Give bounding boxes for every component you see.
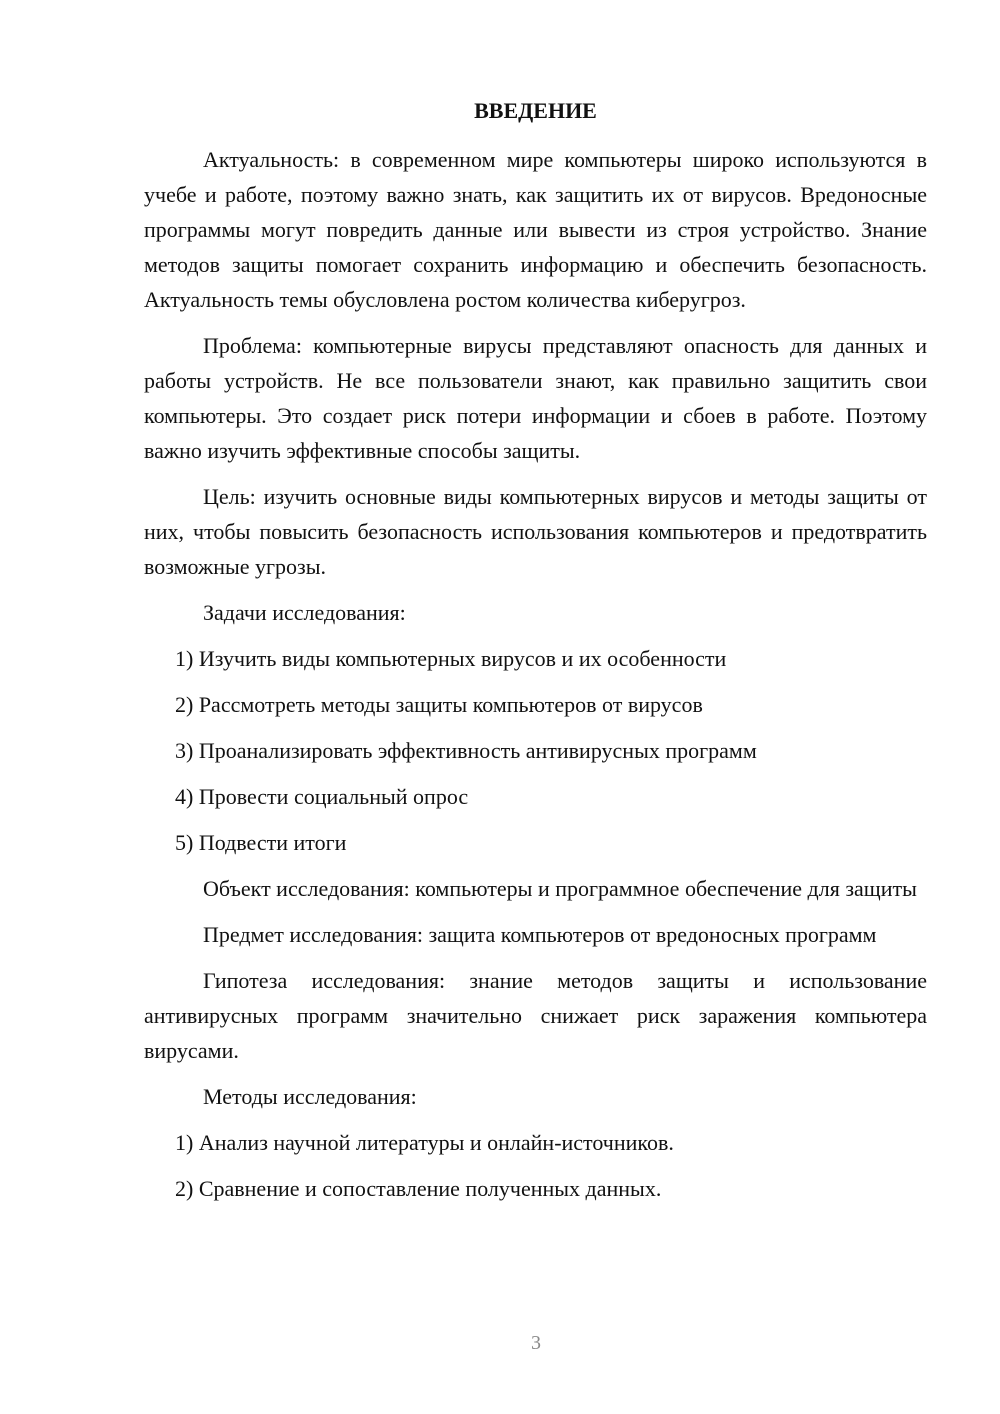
tasks-heading: Задачи исследования:: [203, 600, 406, 625]
methods-heading: Методы исследования:: [203, 1084, 417, 1109]
paragraph-problem: Проблема: компьютерные вирусы представляют опасность для данных и работы устройств. Не все пользователи знают, как правильно защитить свои компьютеры. Это создает риск потери информации и сбоев в работе. Поэтому важно изучить эффективные способы защиты.: [144, 333, 927, 463]
list-item: 2) Сравнение и сопоставление полученных данных.: [175, 1176, 662, 1201]
tasks-list: [144, 641, 927, 860]
list-item: 1) Анализ научной литературы и онлайн-источников.: [175, 1130, 674, 1155]
paragraph-hypothesis: Гипотеза исследования: знание методов защиты и использование антивирусных программ значительно снижает риск заражения компьютера вирусами.: [144, 968, 927, 1063]
paragraph-relevance: Актуальность: в современном мире компьютеры широко используются в учебе и работе, поэтому важно знать, как защитить их от вирусов. Вредоносные программы могут повредить данные или вывести из строя устройство. Знание методов защиты помогает сохранить информацию и обеспечить безопасность. Актуальность темы обусловлена ростом количества киберугроз.: [144, 147, 927, 312]
page-number: 3: [531, 1332, 541, 1354]
list-item: 3) Проанализировать эффективность антивирусных программ: [175, 738, 757, 763]
list-item: 4) Провести социальный опрос: [175, 784, 469, 809]
page-title: ВВЕДЕНИЕ: [474, 98, 597, 123]
paragraph-object: Объект исследования: компьютеры и программное обеспечение для защиты: [203, 876, 917, 901]
methods-list: [144, 1125, 927, 1206]
document-page: [144, 94, 927, 1217]
list-item: 2) Рассмотреть методы защиты компьютеров от вирусов: [175, 692, 703, 717]
list-item: 5) Подвести итоги: [175, 830, 347, 855]
list-item: 1) Изучить виды компьютерных вирусов и их особенности: [175, 646, 727, 671]
paragraph-subject: Предмет исследования: защита компьютеров от вредоносных программ: [203, 922, 877, 947]
paragraph-goal: Цель: изучить основные виды компьютерных вирусов и методы защиты от них, чтобы повысить безопасность использования компьютеров и предотвратить возможные угрозы.: [144, 484, 927, 579]
